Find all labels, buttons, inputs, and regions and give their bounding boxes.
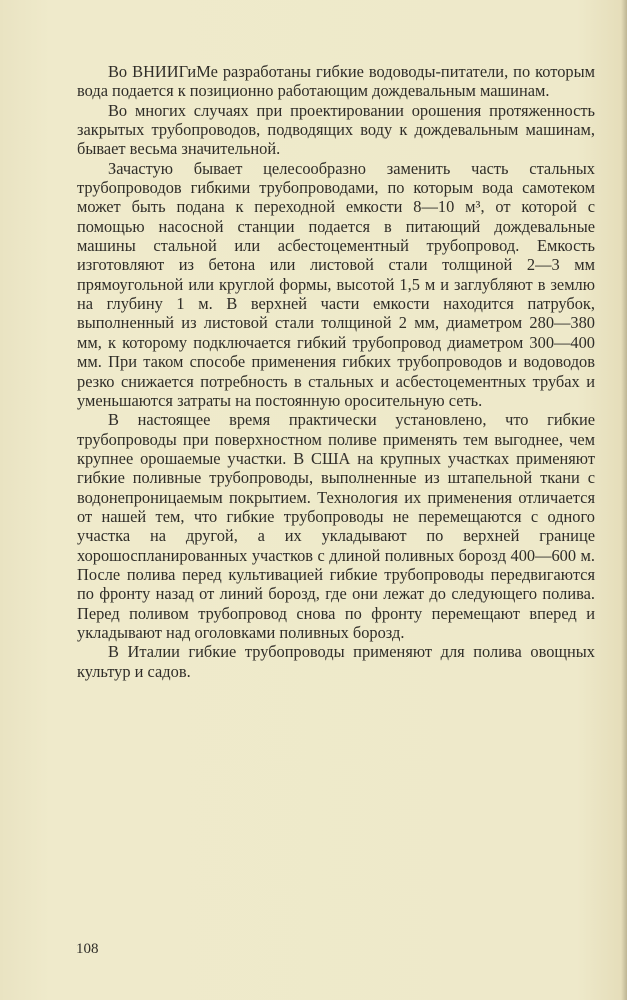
paragraph-2: Во многих случаях при проектировании орошения протяженность закрытых трубопроводов, подводящих воду к дождевальным машинам, бывает весьма значительной.: [77, 100, 595, 159]
paragraph-4: В настоящее время практически установлено, что гибкие трубопроводы при поверхностном поливе применять тем выгоднее, чем крупнее орошаемые участки. В США на крупных участках применяют гибкие поливные трубопроводы, выполненные из штапельной ткани с водонепроницаемым покрытием. Технология их применения отличается от нашей тем, что гибкие трубопроводы не перемещаются с одного участка на другой, а их укладывают по верхней границе хорошоспланированных участков с длиной поливных борозд 400—600 м. После полива перед культивацией гибкие трубопроводы передвигаются по фронту назад от линий борозд, где они лежат до следующего полива. Перед поливом трубопровод снова по фронту перемещают вперед и укладывают над оголовками поливных борозд.: [77, 410, 595, 642]
body-text: [77, 62, 595, 681]
paragraph-5: В Италии гибкие трубопроводы применяют для полива овощных культур и садов.: [77, 642, 595, 681]
page-edge-shadow: [621, 0, 627, 1000]
paragraph-1: Во ВНИИГиМе разработаны гибкие водоводы-питатели, по которым вода подается к позиционно работающим дождевальным машинам.: [77, 62, 595, 101]
page-number: 108: [76, 941, 99, 957]
paragraph-3: Зачастую бывает целесообразно заменить часть стальных трубопроводов гибкими трубопроводами, по которым вода самотеком может быть подана к переходной емкости 8—10 м³, от которой с помощью насосной станции подается в питающий дождевальные машины стальной или асбестоцементный трубопровод. Емкость изготовляют из бетона или листовой стали толщиной 2—3 мм прямоугольной или круглой формы, высотой 1,5 м и заглубляют в землю на глубину 1 м. В верхней части емкости находится патрубок, выполненный из листовой стали толщиной 2 мм, диаметром 280—380 мм, к которому подключается гибкий трубопровод диаметром 300—400 мм. При таком способе применения гибких трубопроводов и водоводов резко снижается потребность в стальных и асбестоцементных трубах и уменьшаются затраты на постоянную оросительную сеть.: [77, 158, 595, 410]
